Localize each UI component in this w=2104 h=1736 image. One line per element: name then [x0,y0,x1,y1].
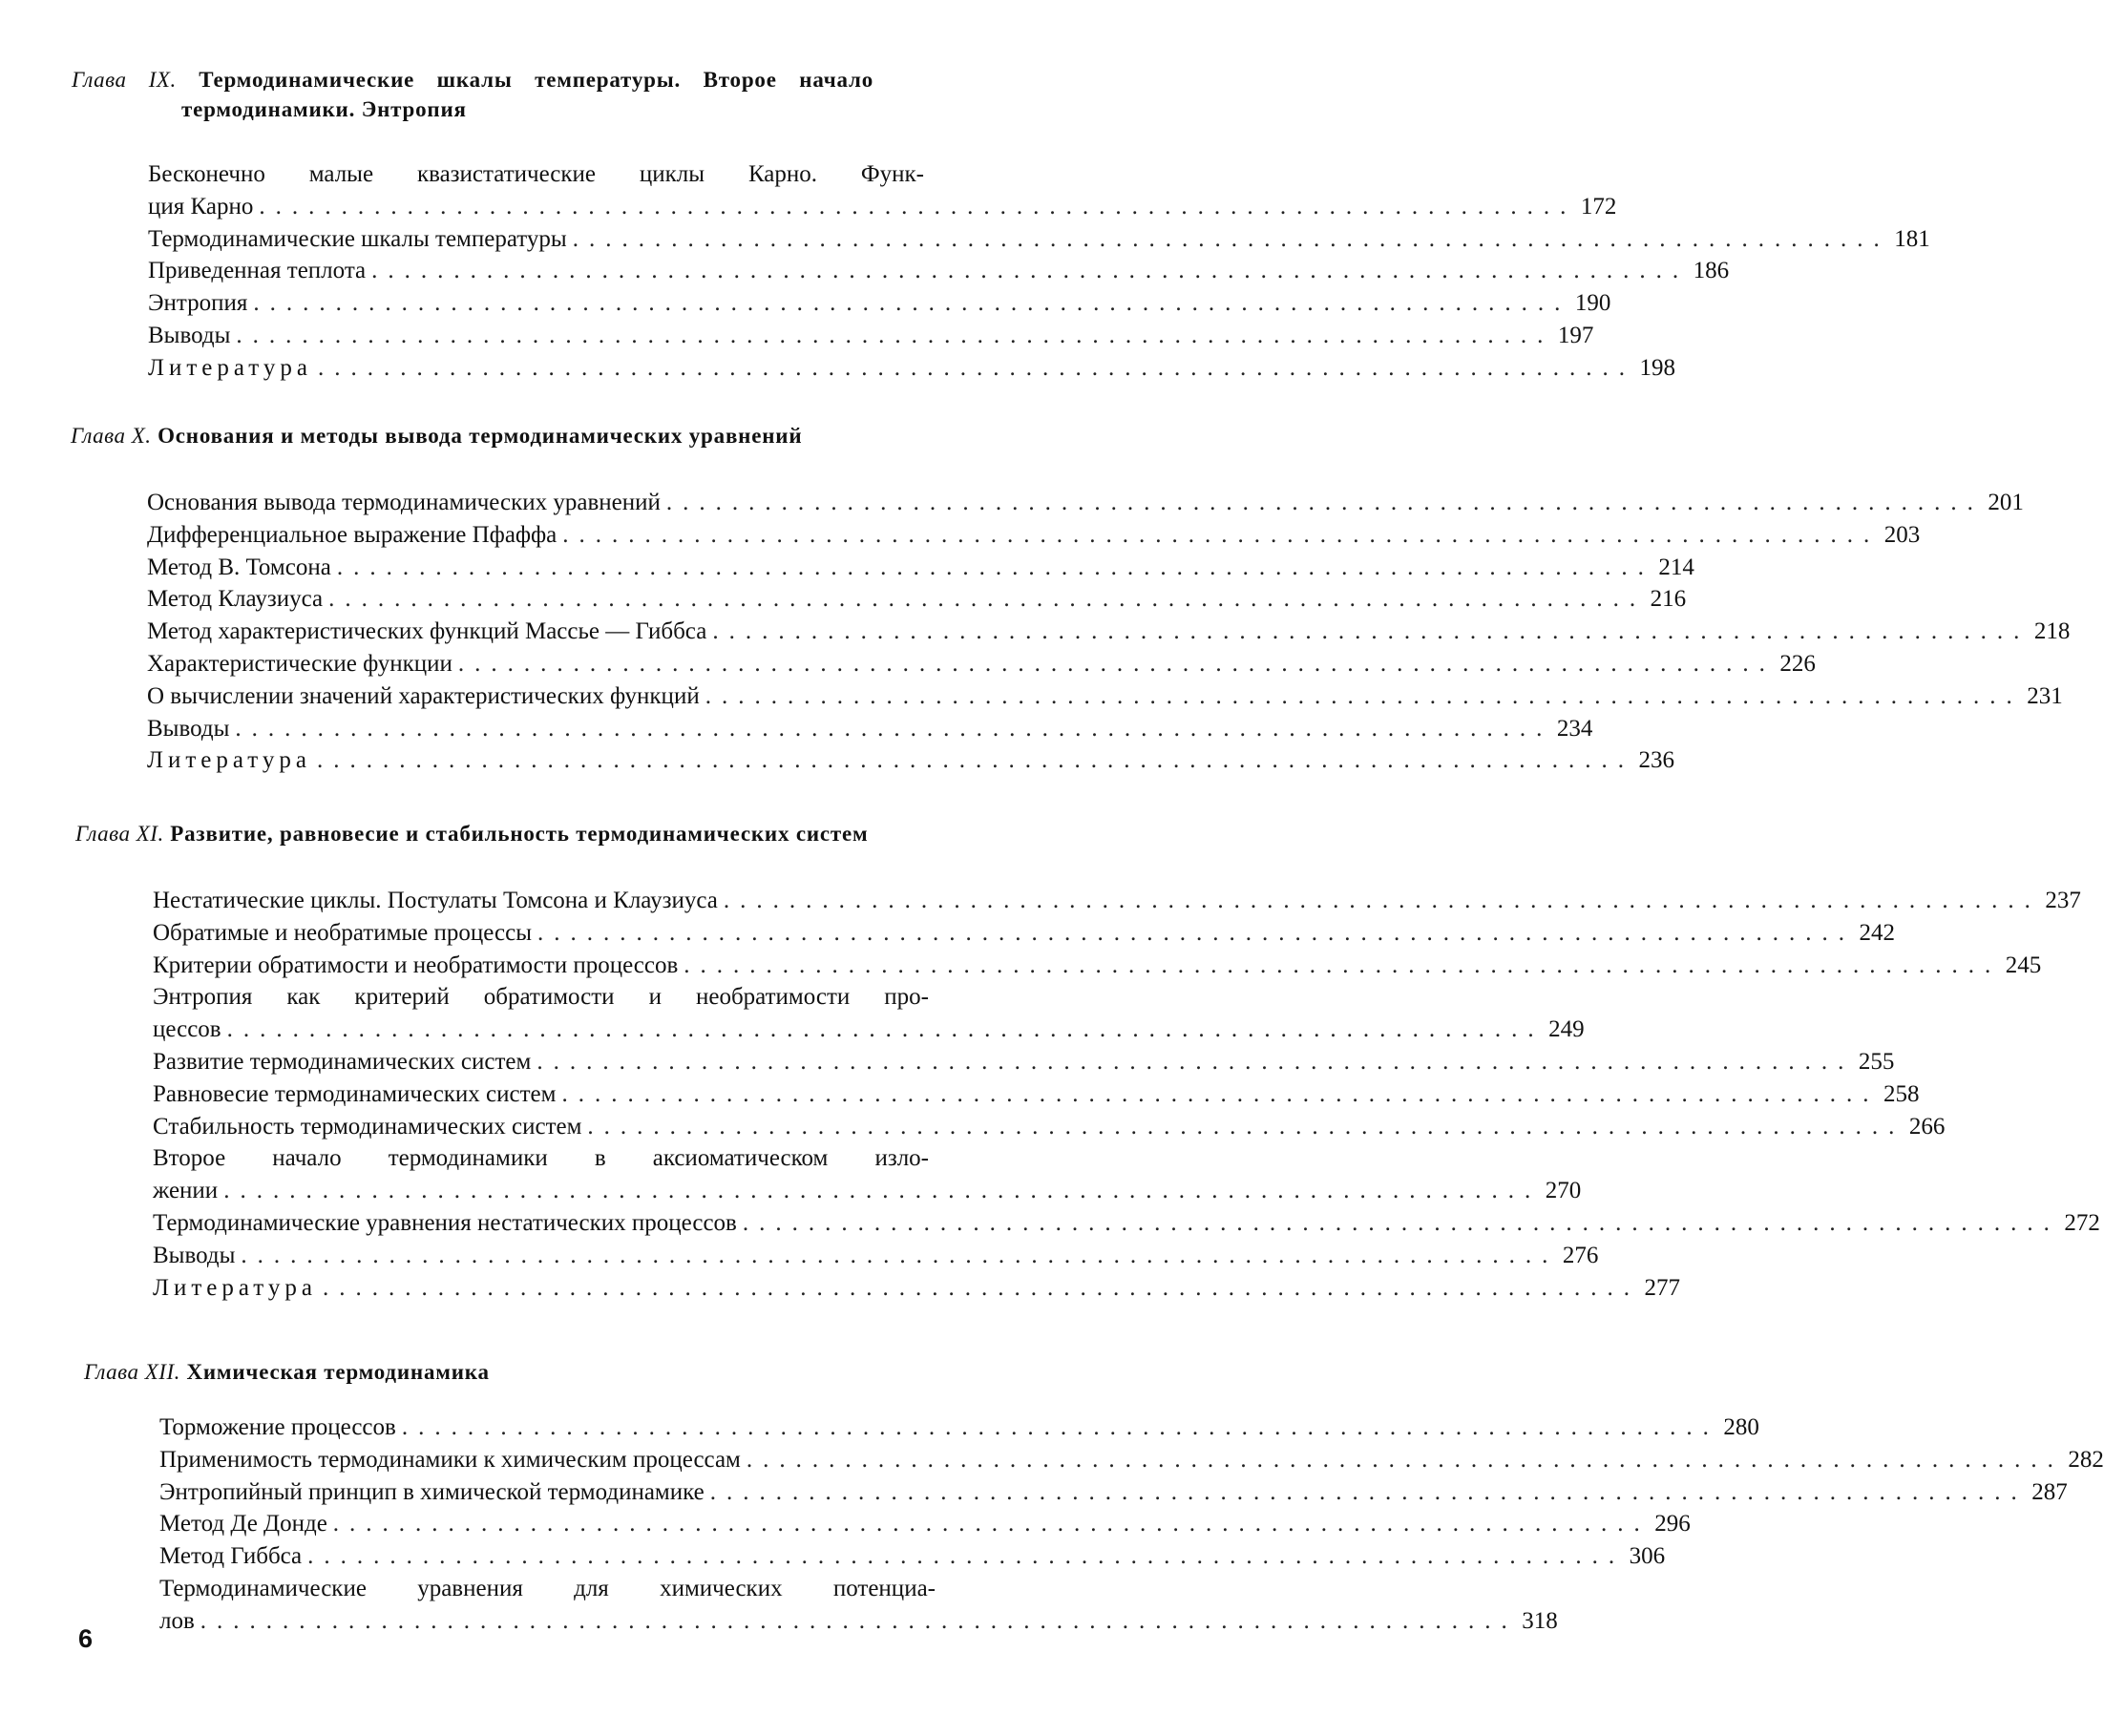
dot-leader: ................................................................................ [307,1540,1625,1573]
chapter-title: Основания и методы вывода термодинамических уравнений [158,424,802,448]
toc-entry-title: ция Карно [148,191,253,223]
toc-entry-first-line: Второе начало термодинамики в аксиоматическом изло- [153,1142,929,1175]
dot-leader: ................................................................................ [200,1605,1518,1638]
toc-entry-page: 198 [1639,352,1675,385]
toc-entry-page: 249 [1548,1014,1585,1046]
toc-entry-page: 216 [1650,583,1686,616]
chapter-xii [84,1357,886,1638]
chapter-label: Глава IX. [72,68,177,92]
toc-entry-title: Применимость термодинамики к химическим процессам [159,1444,741,1476]
chapter-title: Термодинамические шкалы температуры. Второе начало термодинамики. Энтропия [181,68,873,121]
toc-entry-page: 190 [1574,287,1610,320]
dot-leader: ................................................................................ [743,1207,2060,1240]
toc-entry-page: 242 [1859,917,1895,950]
toc-entry[interactable] [147,519,923,552]
dot-leader: ................................................................................ [724,885,2041,917]
toc-entry[interactable] [147,487,923,519]
dot-leader: ................................................................................ [537,1046,1854,1078]
toc-entry[interactable] [153,1207,929,1240]
toc-entry[interactable] [147,744,923,777]
toc-entry[interactable] [153,1046,929,1078]
toc-entry[interactable] [147,713,923,745]
chapter-heading [84,1357,886,1387]
toc-entry-title: жении [153,1175,218,1207]
toc-entry-title: Метод Гиббса [159,1540,302,1573]
chapter-xi [75,819,879,1304]
toc-entry-title: Метод Де Донде [159,1508,327,1540]
page-number: 6 [78,1624,93,1654]
toc-entry-title: Выводы [147,713,229,745]
chapter-heading [72,65,873,124]
toc-entry[interactable] [148,255,924,287]
toc-entry[interactable] [148,287,924,320]
dot-leader: ................................................................................ [241,1240,1558,1272]
toc-entry[interactable] [147,648,923,680]
toc-entry[interactable] [159,1412,936,1444]
toc-entry-page: 266 [1908,1111,1945,1143]
chapter-label: Глава XII. [84,1360,180,1384]
toc-entry-page: 218 [2033,616,2070,648]
toc-entry-title: Метод В. Томсона [147,552,331,584]
toc-entry[interactable] [148,158,924,223]
toc-entry-page: 226 [1779,648,1816,680]
dot-leader: ................................................................................ [537,917,1855,950]
toc-entry-first-line: Бесконечно малые квазистатические циклы Карно. Функ- [148,158,924,191]
toc-entry[interactable] [147,552,923,584]
dot-leader: ................................................................................ [562,519,1880,552]
dot-leader: ................................................................................ [323,1272,1640,1305]
dot-leader: ................................................................................ [333,1508,1651,1540]
toc-entry-title: лов [159,1605,195,1638]
toc-entry[interactable] [153,1142,929,1207]
toc-entry[interactable] [159,1540,936,1573]
toc-entry-page: 186 [1693,255,1729,287]
dot-leader: ................................................................................ [337,552,1654,584]
toc-entry-page: 231 [2027,680,2063,713]
dot-leader: ................................................................................ [747,1444,2064,1476]
toc-entry[interactable] [147,583,923,616]
dot-leader: ................................................................................ [705,680,2023,713]
toc-entry-title: Равновесие термодинамических систем [153,1078,556,1111]
toc-entry-title: Выводы [153,1240,235,1272]
dot-leader: ................................................................................ [458,648,1776,680]
dot-leader: ................................................................................ [587,1111,1904,1143]
toc-entry-page: 280 [1723,1412,1759,1444]
toc-entry-title: Критерии обратимости и необратимости процессов [153,950,678,982]
dot-leader: ................................................................................ [328,583,1646,616]
chapter-label: Глава X. [71,424,152,448]
toc-entry-page: 272 [2064,1207,2100,1240]
toc-entry-page: 197 [1557,320,1593,352]
dot-leader: ................................................................................ [236,320,1553,352]
toc-entry[interactable] [153,885,929,917]
toc-entry-first-line: Энтропия как критерий обратимости и необратимости про- [153,981,929,1014]
chapter-ix [72,65,873,385]
toc-entry[interactable] [159,1508,936,1540]
chapter-x [71,421,873,777]
toc-entry-title: Метод характеристических функций Массье — Гиббса [147,616,706,648]
toc-entry-page: 318 [1522,1605,1558,1638]
chapter-toc [148,158,924,385]
toc-entry-page: 236 [1638,744,1674,777]
toc-entry-title: Литература [148,352,312,385]
toc-entry[interactable] [147,616,923,648]
toc-entry[interactable] [148,223,924,256]
toc-entry-page: 270 [1545,1175,1581,1207]
toc-entry-title: Дифференциальное выражение Пфаффа [147,519,557,552]
toc-entry[interactable] [159,1476,936,1509]
toc-entry-title: Характеристические функции [147,648,452,680]
dot-leader: ................................................................................ [318,352,1635,385]
toc-entry-title: Энтропия [148,287,247,320]
toc-entry-page: 234 [1556,713,1592,745]
dot-leader: ................................................................................ [227,1014,1545,1046]
toc-entry-page: 237 [2045,885,2081,917]
toc-entry-page: 282 [2068,1444,2104,1476]
toc-entry-page: 287 [2031,1476,2068,1509]
toc-entry-page: 181 [1894,223,1930,256]
toc-entry-title: Термодинамические уравнения нестатических процессов [153,1207,737,1240]
toc-entry-title: Стабильность термодинамических систем [153,1111,581,1143]
dot-leader: ................................................................................ [561,1078,1879,1111]
toc-entry-page: 172 [1580,191,1616,223]
toc-entry-page: 258 [1883,1078,1919,1111]
toc-entry[interactable] [153,1272,929,1305]
toc-entry-page: 277 [1644,1272,1680,1305]
dot-leader: ................................................................................ [573,223,1890,256]
dot-leader: ................................................................................ [253,287,1570,320]
toc-entry[interactable] [147,680,923,713]
toc-page [0,0,1146,1736]
toc-entry-title: Литература [153,1272,317,1305]
dot-leader: ................................................................................ [235,713,1552,745]
toc-entry-page: 203 [1883,519,1920,552]
toc-entry-title: цессов [153,1014,221,1046]
dot-leader: ................................................................................ [666,487,1984,519]
toc-entry-title: Выводы [148,320,230,352]
dot-leader: ................................................................................ [259,191,1576,223]
chapter-toc [147,487,923,777]
toc-entry-title: Приведенная теплота [148,255,366,287]
toc-entry[interactable] [148,320,924,352]
toc-entry-title: Развитие термодинамических систем [153,1046,531,1078]
toc-entry-title: Энтропийный принцип в химической термодинамике [159,1476,705,1509]
toc-entry[interactable] [153,1240,929,1272]
chapter-toc [159,1412,936,1638]
toc-entry-page: 245 [2005,950,2041,982]
toc-entry-title: Метод Клаузиуса [147,583,323,616]
toc-entry[interactable] [153,1078,929,1111]
chapter-heading [71,421,873,450]
dot-leader: ................................................................................ [402,1412,1719,1444]
dot-leader: ................................................................................ [684,950,2001,982]
chapter-title: Химическая термодинамика [186,1360,489,1384]
dot-leader: ................................................................................ [712,616,2030,648]
toc-entry-page: 276 [1562,1240,1598,1272]
toc-entry[interactable] [159,1573,936,1638]
chapter-title: Развитие, равновесие и стабильность термодинамических систем [170,822,868,846]
toc-entry-title: Торможение процессов [159,1412,396,1444]
dot-leader: ................................................................................ [710,1476,2028,1509]
toc-entry[interactable] [159,1444,936,1476]
toc-entry-page: 201 [1988,487,2024,519]
toc-entry-title: Обратимые и необратимые процессы [153,917,532,950]
chapter-heading [75,819,879,848]
chapter-toc [153,885,929,1304]
toc-entry[interactable] [148,352,924,385]
toc-entry-title: Термодинамические шкалы температуры [148,223,567,256]
dot-leader: ................................................................................ [223,1175,1541,1207]
toc-entry-page: 255 [1858,1046,1894,1078]
toc-entry-title: Литература [147,744,311,777]
toc-entry[interactable] [153,981,929,1046]
toc-entry-page: 214 [1658,552,1694,584]
toc-entry[interactable] [153,1111,929,1143]
dot-leader: ................................................................................ [371,255,1689,287]
toc-entry-title: О вычислении значений характеристических функций [147,680,700,713]
dot-leader: ................................................................................ [317,744,1634,777]
toc-entry-page: 296 [1654,1508,1691,1540]
toc-entry-title: Основания вывода термодинамических уравнений [147,487,661,519]
chapter-label: Глава XI. [75,822,164,846]
toc-entry[interactable] [153,917,929,950]
toc-entry-page: 306 [1629,1540,1665,1573]
toc-entry-title: Нестатические циклы. Постулаты Томсона и Клаузиуса [153,885,718,917]
toc-entry[interactable] [153,950,929,982]
toc-entry-first-line: Термодинамические уравнения для химических потенциа- [159,1573,936,1605]
